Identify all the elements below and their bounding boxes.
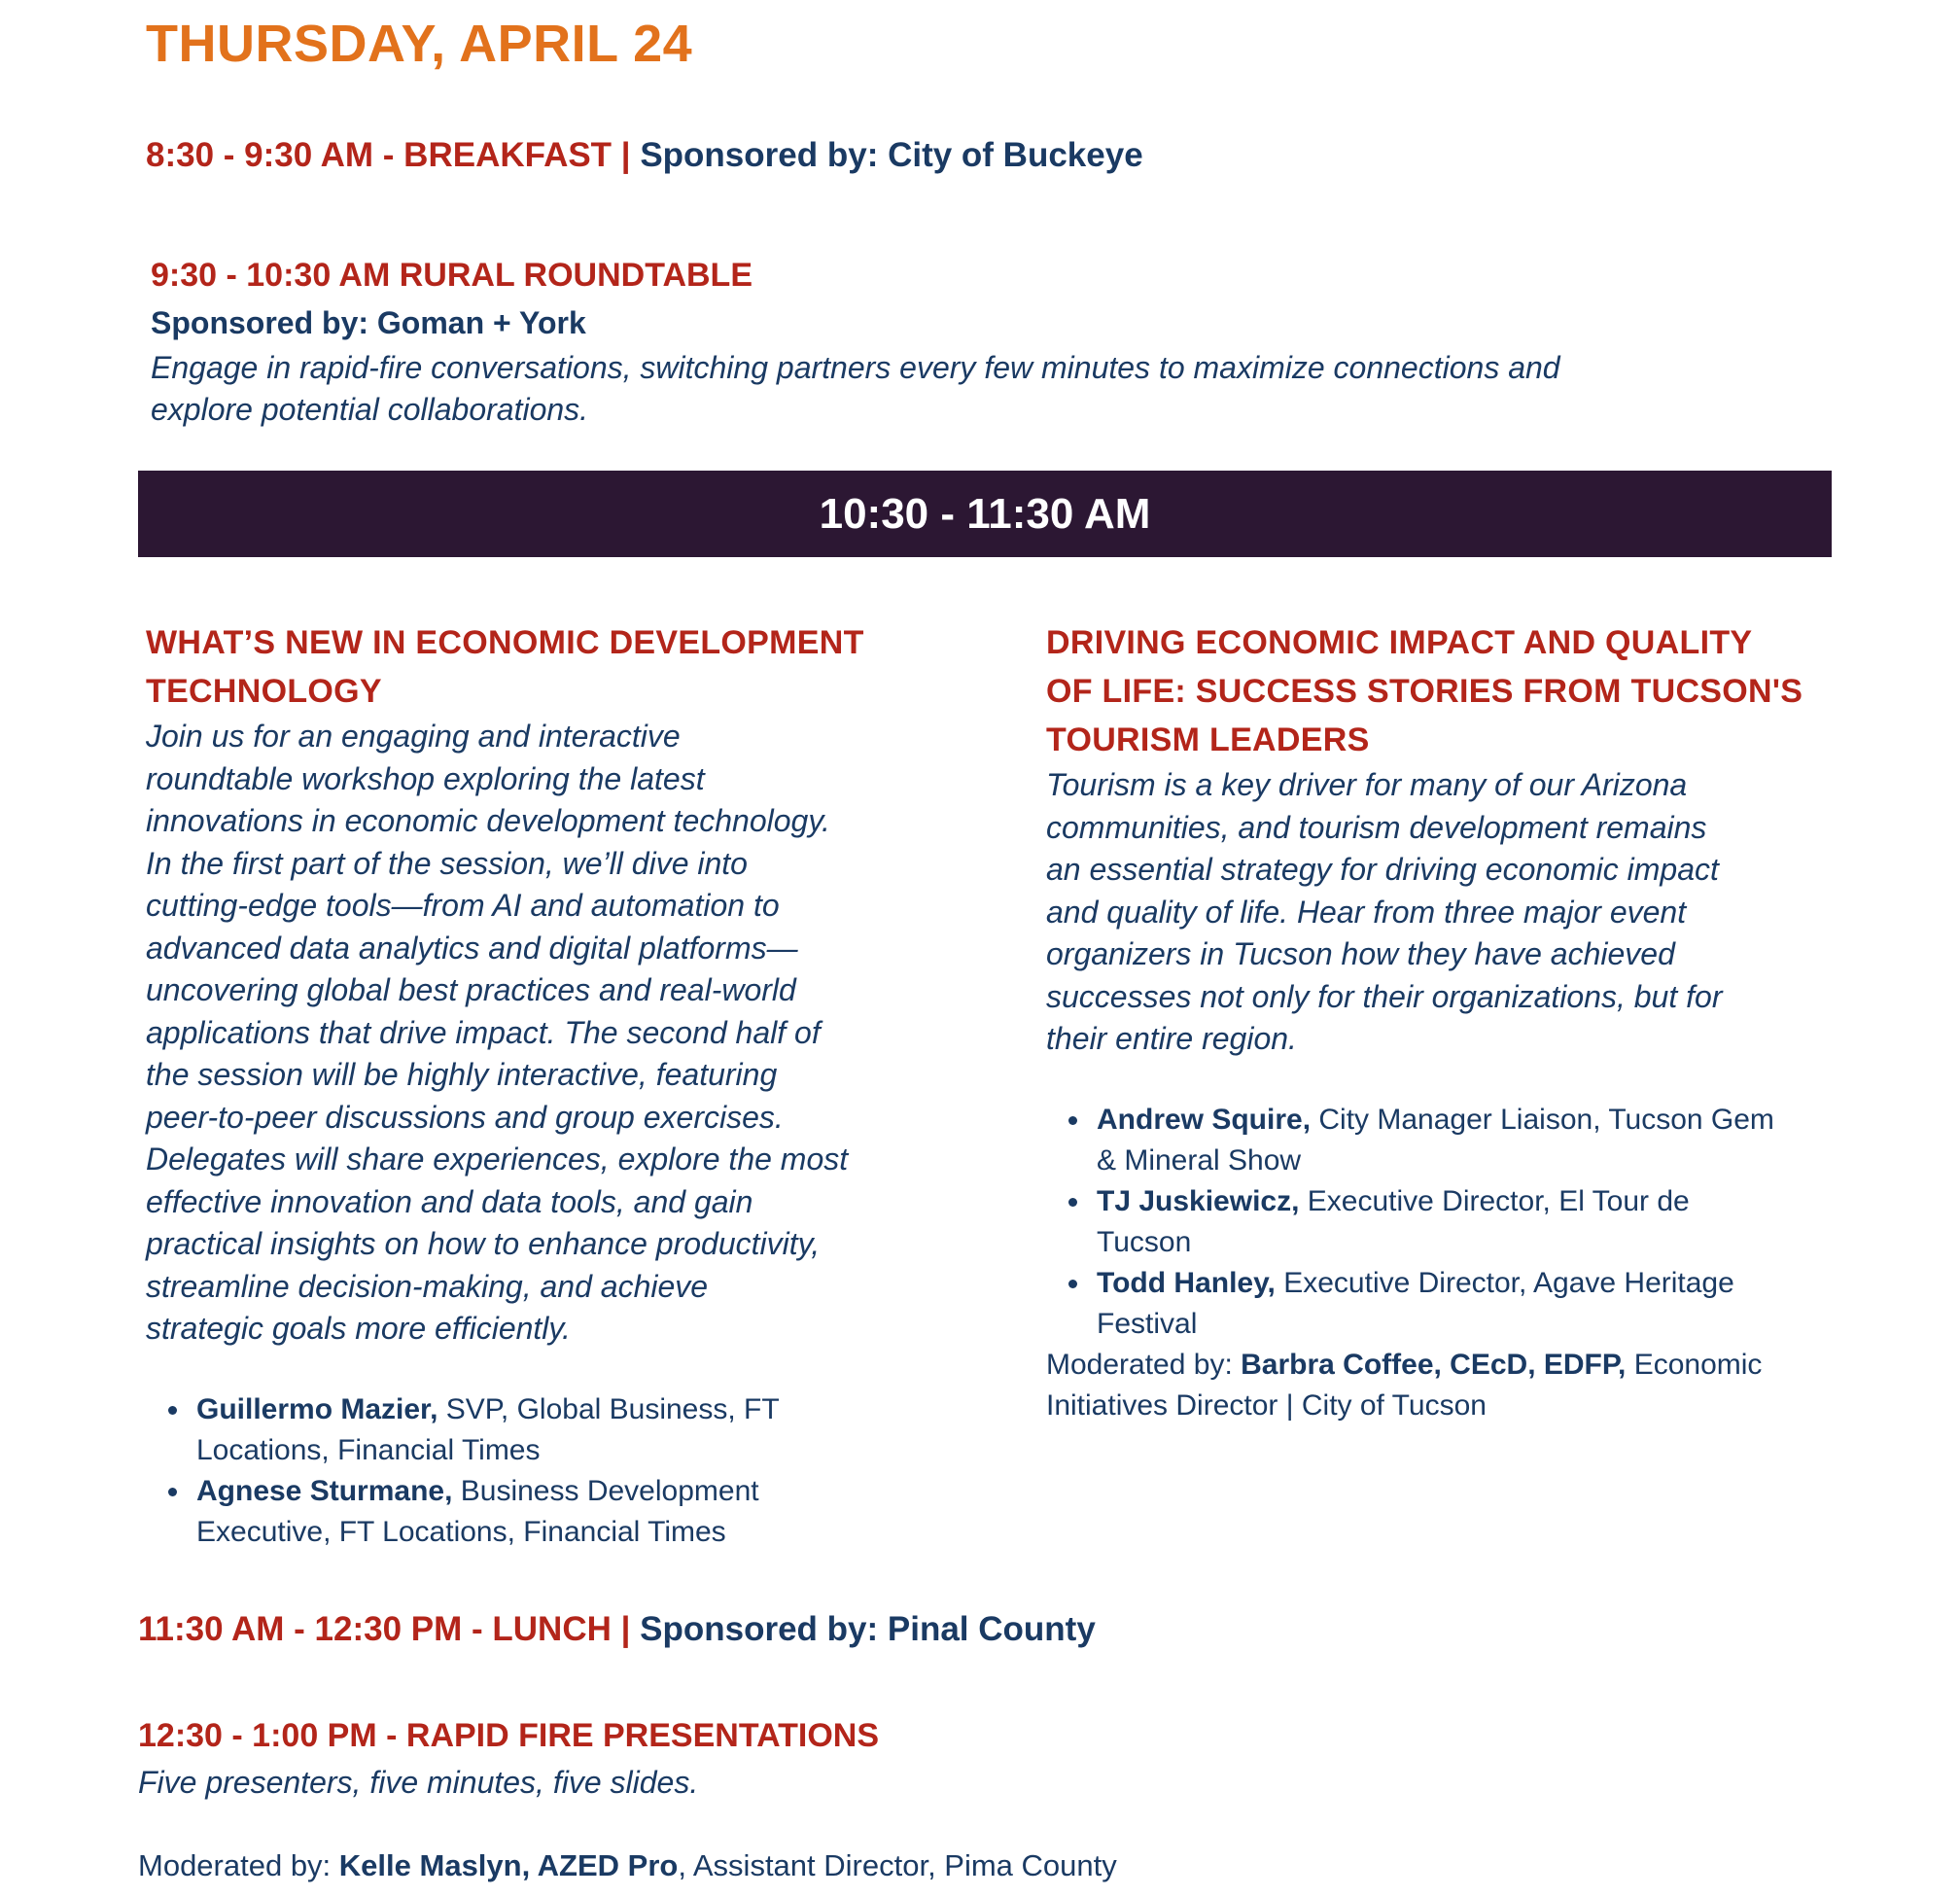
moderator-name: Kelle Maslyn, AZED Pro (338, 1848, 679, 1882)
rapid-fire-moderator (138, 1845, 1117, 1886)
session-left-description-line: applications that drive impact. The second half of (146, 1014, 821, 1050)
session-left-title (146, 618, 982, 716)
speaker-item (1097, 1100, 1941, 1181)
speaker-role: Executive Director, El Tour de (1299, 1184, 1690, 1217)
session-left-description (146, 716, 982, 1351)
day-title: THURSDAY, APRIL 24 (146, 15, 693, 73)
rapid-fire-title: 12:30 - 1:00 PM - RAPID FIRE PRESENTATIONS (138, 1717, 879, 1754)
speaker-role-cont: Tucson (1097, 1225, 1192, 1258)
session-right-description-line: communities, and tourism development remains (1046, 809, 1707, 845)
session-left-description-line: Join us for an engaging and interactive (146, 719, 681, 754)
session-right-title-line: DRIVING ECONOMIC IMPACT AND QUALITY (1046, 624, 1753, 661)
session-left-title-line: WHAT’S NEW IN ECONOMIC DEVELOPMENT (146, 624, 864, 661)
session-left-description-line: innovations in economic development technology. (146, 803, 830, 838)
time-banner-label: 10:30 - 11:30 AM (819, 489, 1151, 538)
speaker-item (196, 1389, 982, 1471)
moderator-prefix: Moderated by: (138, 1848, 339, 1882)
speaker-item (1097, 1263, 1941, 1345)
speaker-name: Guillermo Mazier, (196, 1392, 438, 1425)
session-left-description-line: strategic goals more efficiently. (146, 1311, 571, 1346)
session-right-title-line: TOURISM LEADERS (1046, 721, 1370, 758)
breakfast-line (146, 136, 1143, 175)
session-left-speaker-list (146, 1389, 982, 1553)
roundtable-description (151, 347, 1881, 431)
session-right-title (1046, 618, 1941, 764)
roundtable-title: 9:30 - 10:30 AM RURAL ROUNDTABLE (151, 257, 753, 294)
speaker-name: Andrew Squire, (1097, 1103, 1312, 1136)
session-left-description-line: the session will be highly interactive, featuring (146, 1057, 778, 1092)
session-left-description-line: Delegates will share experiences, explore the most (146, 1142, 849, 1177)
session-right-description-line: their entire region. (1046, 1021, 1297, 1056)
session-right-description-line: an essential strategy for driving economic impact (1046, 852, 1719, 887)
moderator-name: Barbra Coffee, CEcD, EDFP, (1241, 1348, 1627, 1381)
moderator-role: , Assistant Director, Pima County (678, 1848, 1117, 1882)
session-left (146, 618, 982, 1553)
speaker-role: Business Development (452, 1474, 759, 1507)
roundtable-sponsor: Sponsored by: Goman + York (151, 305, 586, 340)
speaker-role-cont: Festival (1097, 1307, 1198, 1340)
time-banner (138, 471, 1832, 557)
breakfast-sponsor: Sponsored by: City of Buckeye (640, 136, 1143, 174)
roundtable-description-line: explore potential collaborations. (151, 392, 589, 427)
lunch-sponsor: Sponsored by: Pinal County (640, 1610, 1096, 1648)
speaker-name: Todd Hanley, (1097, 1266, 1276, 1299)
speaker-name: TJ Juskiewicz, (1097, 1184, 1300, 1217)
session-right-description (1046, 764, 1941, 1061)
session-right-description-line: organizers in Tucson how they have achieved (1046, 936, 1675, 971)
session-right (1046, 618, 1941, 1426)
session-left-description-line: roundtable workshop exploring the latest (146, 760, 705, 796)
moderator-role: Economic (1626, 1348, 1763, 1381)
lunch-line (138, 1610, 1096, 1649)
session-left-description-line: advanced data analytics and digital platforms— (146, 930, 798, 966)
breakfast-time-label: 8:30 - 9:30 AM - BREAKFAST (146, 136, 612, 174)
session-left-description-line: uncovering global best practices and real-world (146, 972, 796, 1007)
speaker-role-cont: Locations, Financial Times (196, 1433, 541, 1466)
speaker-role-cont: & Mineral Show (1097, 1143, 1302, 1177)
speaker-item (196, 1471, 982, 1553)
session-right-description-line: and quality of life. Hear from three major event (1046, 894, 1687, 930)
speaker-role-cont: Executive, FT Locations, Financial Times (196, 1515, 726, 1548)
speaker-name: Agnese Sturmane, (196, 1474, 453, 1507)
speaker-role: Executive Director, Agave Heritage (1275, 1266, 1734, 1299)
session-right-description-line: successes not only for their organizations, but for (1046, 978, 1723, 1014)
session-left-description-line: streamline decision-making, and achieve (146, 1268, 709, 1304)
session-left-description-line: peer-to-peer discussions and group exercises. (146, 1099, 784, 1135)
session-left-description-line: In the first part of the session, we’ll dive into (146, 845, 748, 881)
speaker-role: SVP, Global Business, FT (438, 1392, 780, 1425)
session-right-speaker-list (1046, 1100, 1941, 1345)
speaker-item (1097, 1181, 1941, 1263)
rapid-fire-description: Five presenters, five minutes, five slides. (138, 1765, 699, 1800)
session-left-description-line: practical insights on how to enhance productivity, (146, 1226, 821, 1261)
lunch-separator: | (620, 1610, 631, 1648)
session-right-title-line: OF LIFE: SUCCESS STORIES FROM TUCSON'S (1046, 673, 1803, 710)
session-left-description-line: cutting-edge tools—from AI and automation to (146, 888, 780, 923)
roundtable-description-line: Engage in rapid-fire conversations, switching partners every few minutes to maximize connections and (151, 350, 1560, 385)
session-right-description-line: Tourism is a key driver for many of our Arizona (1046, 767, 1688, 802)
lunch-time-label: 11:30 AM - 12:30 PM - LUNCH (138, 1610, 612, 1648)
session-left-description-line: effective innovation and data tools, and gain (146, 1183, 753, 1219)
breakfast-separator: | (620, 136, 631, 174)
session-right-moderator (1046, 1345, 1941, 1426)
moderator-role-cont: Initiatives Director | City of Tucson (1046, 1388, 1487, 1422)
session-left-title-line: TECHNOLOGY (146, 673, 382, 710)
moderator-prefix: Moderated by: (1046, 1348, 1242, 1381)
speaker-role: City Manager Liaison, Tucson Gem (1311, 1103, 1774, 1136)
